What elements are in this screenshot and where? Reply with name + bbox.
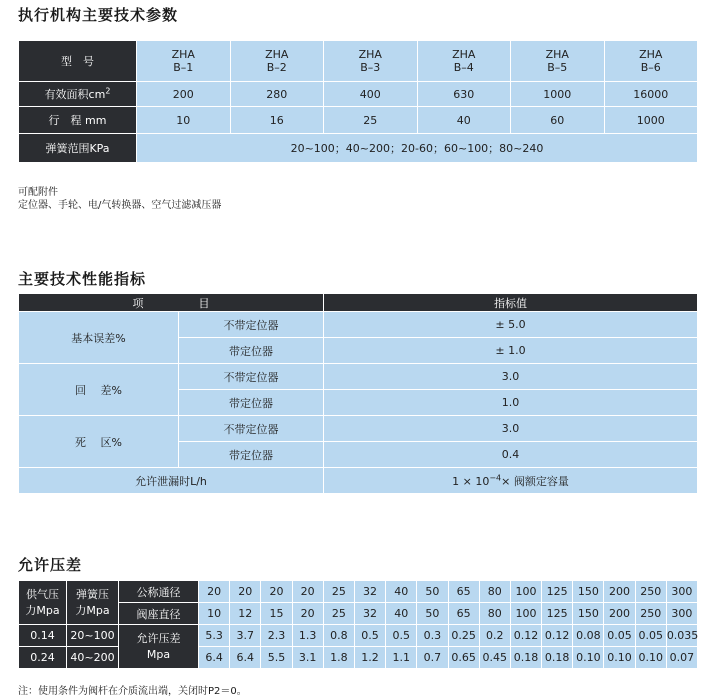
area-value: 200 (137, 82, 231, 107)
dp-value: 0.5 (386, 625, 417, 647)
area-value: 400 (324, 82, 418, 107)
dp-value: 3.7 (230, 625, 261, 647)
model-sup: A (374, 48, 382, 61)
dp-value: 0.12 (542, 625, 573, 647)
spring-header: 弹簧范围KPa (19, 134, 137, 163)
performance-row (19, 416, 698, 442)
dp-value: 0.65 (448, 647, 479, 669)
seat-value: 125 (542, 603, 573, 625)
dp-value: 0.10 (573, 647, 604, 669)
area-value: 1000 (511, 82, 605, 107)
model-sup: A (561, 48, 569, 61)
model-cell (417, 41, 511, 82)
condition-cell: 带定位器 (179, 442, 324, 468)
dn-value: 200 (604, 581, 635, 603)
section2-title: 主要技术性能指标 (18, 270, 147, 288)
condition-cell: 不带定位器 (179, 364, 324, 390)
stroke-value: 1000 (604, 107, 698, 134)
dp-value: 0.10 (604, 647, 635, 669)
dp-value: 0.12 (510, 625, 541, 647)
dn-value: 25 (323, 581, 354, 603)
model-prefix: ZH (358, 48, 375, 61)
dp-value: 0.45 (479, 647, 510, 669)
group-name: 死 区% (19, 416, 179, 468)
dp-value: 0.05 (604, 625, 635, 647)
dp-value: 1.1 (386, 647, 417, 669)
value-cell: 3.0 (324, 364, 698, 390)
pressure-row (19, 625, 698, 647)
section3-title: 允许压差 (18, 556, 83, 574)
model-cell (324, 41, 418, 82)
condition-cell: 不带定位器 (179, 416, 324, 442)
model-sub: B (547, 61, 555, 74)
performance-header-row (19, 294, 698, 312)
value-header: 指标值 (324, 294, 698, 312)
pressure-table (18, 580, 698, 669)
seat-value: 300 (666, 603, 697, 625)
seat-value: 50 (417, 603, 448, 625)
stroke-value: 40 (417, 107, 511, 134)
supply-value: 0.14 (19, 625, 67, 647)
spring-pressure-header: 弹簧压力Mpa (67, 581, 119, 625)
dp-value: 0.18 (542, 647, 573, 669)
performance-row (19, 364, 698, 390)
model-suffix: –5 (554, 61, 568, 74)
seat-value: 15 (261, 603, 292, 625)
supply-header: 供气压力Mpa (19, 581, 67, 625)
performance-row (19, 312, 698, 338)
dp-value: 1.2 (354, 647, 385, 669)
condition-cell: 不带定位器 (179, 312, 324, 338)
model-suffix: –1 (180, 61, 194, 74)
seat-value: 250 (635, 603, 666, 625)
seat-header: 阀座直径 (119, 603, 199, 625)
dn-value: 50 (417, 581, 448, 603)
dn-row (19, 581, 698, 603)
area-value: 280 (230, 82, 324, 107)
model-prefix: ZH (639, 48, 655, 61)
model-sup: A (467, 48, 476, 61)
dn-value: 125 (542, 581, 573, 603)
seat-value: 150 (573, 603, 604, 625)
section1-title: 执行机构主要技术参数 (18, 6, 179, 24)
dp-value: 6.4 (199, 647, 230, 669)
seat-value: 200 (604, 603, 635, 625)
model-cell (137, 41, 231, 82)
footnote: 注：使用条件为阀杆在介质流出端，关闭时P2＝0。 (18, 686, 247, 697)
leak-row (19, 468, 698, 494)
area-value: 630 (417, 82, 511, 107)
dp-value: 0.08 (573, 625, 604, 647)
dp-value: 0.5 (354, 625, 385, 647)
dn-value: 250 (635, 581, 666, 603)
model-sup: A (280, 48, 289, 61)
model-prefix: ZH (545, 48, 562, 61)
item-header: 项 目 (19, 294, 324, 312)
dn-value: 100 (510, 581, 541, 603)
model-cell (230, 41, 324, 82)
seat-value: 20 (292, 603, 323, 625)
dp-value: 1.3 (292, 625, 323, 647)
model-header: 型 号 (19, 41, 137, 82)
dn-value: 20 (292, 581, 323, 603)
model-suffix: –2 (274, 61, 287, 74)
stroke-header: 行 程 mm (19, 107, 137, 134)
stroke-value: 60 (511, 107, 605, 134)
dp-value: 0.07 (666, 647, 697, 669)
model-sup: A (654, 48, 663, 61)
value-cell: ± 1.0 (324, 338, 698, 364)
dn-value: 150 (573, 581, 604, 603)
group-name: 基本误差% (19, 312, 179, 364)
model-prefix: ZH (452, 48, 468, 61)
dp-value: 2.3 (261, 625, 292, 647)
dp-value: 0.10 (635, 647, 666, 669)
area-value: 16000 (604, 82, 698, 107)
value-cell: 1.0 (324, 390, 698, 416)
dp-value: 1.8 (323, 647, 354, 669)
stroke-value: 25 (324, 107, 418, 134)
dn-value: 65 (448, 581, 479, 603)
seat-value: 10 (199, 603, 230, 625)
model-suffix: –4 (461, 61, 474, 74)
dn-value: 20 (230, 581, 261, 603)
dp-value: 0.05 (635, 625, 666, 647)
dp-value: 0.2 (479, 625, 510, 647)
value-cell: 3.0 (324, 416, 698, 442)
stroke-value: 10 (137, 107, 231, 134)
spring-pressure-value: 40~200 (67, 647, 119, 669)
seat-value: 25 (323, 603, 354, 625)
dp-value: 0.035 (666, 625, 697, 647)
dp-value: 3.1 (292, 647, 323, 669)
model-suffix: –6 (648, 61, 661, 74)
model-sup: A (187, 48, 195, 61)
seat-value: 65 (448, 603, 479, 625)
dn-value: 20 (261, 581, 292, 603)
accessories-text: 定位器、手轮、电/气转换器、空气过滤减压器 (18, 200, 222, 211)
area-row (19, 82, 698, 107)
dp-value: 0.3 (417, 625, 448, 647)
dp-value: 0.8 (323, 625, 354, 647)
dn-value: 20 (199, 581, 230, 603)
model-suffix: –3 (367, 61, 381, 74)
leak-label: 允许泄漏时L/h (19, 468, 324, 494)
dn-value: 300 (666, 581, 697, 603)
dp-value: 0.18 (510, 647, 541, 669)
condition-cell: 带定位器 (179, 390, 324, 416)
accessories-title: 可配附件 (18, 187, 58, 198)
model-sub: B (640, 61, 649, 74)
value-cell: ± 5.0 (324, 312, 698, 338)
accessories (18, 186, 221, 212)
condition-cell: 带定位器 (179, 338, 324, 364)
dn-value: 32 (354, 581, 385, 603)
spring-row (19, 134, 698, 163)
seat-value: 32 (354, 603, 385, 625)
spec-table (18, 40, 698, 163)
performance-table (18, 293, 698, 494)
value-cell: 0.4 (324, 442, 698, 468)
model-cell (511, 41, 605, 82)
model-sub: B (173, 61, 181, 74)
seat-value: 12 (230, 603, 261, 625)
leak-value: $1 \times 10^{-4}\times$ 阀额定容量 (324, 468, 698, 494)
model-row (19, 41, 698, 82)
seat-row (19, 603, 698, 625)
dp-value: 5.3 (199, 625, 230, 647)
dn-value: 80 (479, 581, 510, 603)
dp-value: 0.25 (448, 625, 479, 647)
stroke-row (19, 107, 698, 134)
model-sub: B (266, 61, 275, 74)
group-name: 回 差% (19, 364, 179, 416)
area-header: 有效面积$cm^2$ (19, 82, 137, 107)
model-prefix: ZH (171, 48, 188, 61)
dp-header: 允许压差Mpa (119, 625, 199, 669)
dn-header: 公称通径 (119, 581, 199, 603)
dp-value: 6.4 (230, 647, 261, 669)
supply-value: 0.24 (19, 647, 67, 669)
dp-value: 5.5 (261, 647, 292, 669)
stroke-value: 16 (230, 107, 324, 134)
seat-value: 80 (479, 603, 510, 625)
seat-value: 100 (510, 603, 541, 625)
spring-pressure-value: 20~100 (67, 625, 119, 647)
dp-value: 0.7 (417, 647, 448, 669)
model-cell (604, 41, 698, 82)
spring-value: 20~100；40~200；20-60；60~100；80~240 (137, 134, 698, 163)
model-sub: B (453, 61, 462, 74)
seat-value: 40 (386, 603, 417, 625)
model-sub: B (360, 61, 368, 74)
model-prefix: ZH (265, 48, 281, 61)
dn-value: 40 (386, 581, 417, 603)
